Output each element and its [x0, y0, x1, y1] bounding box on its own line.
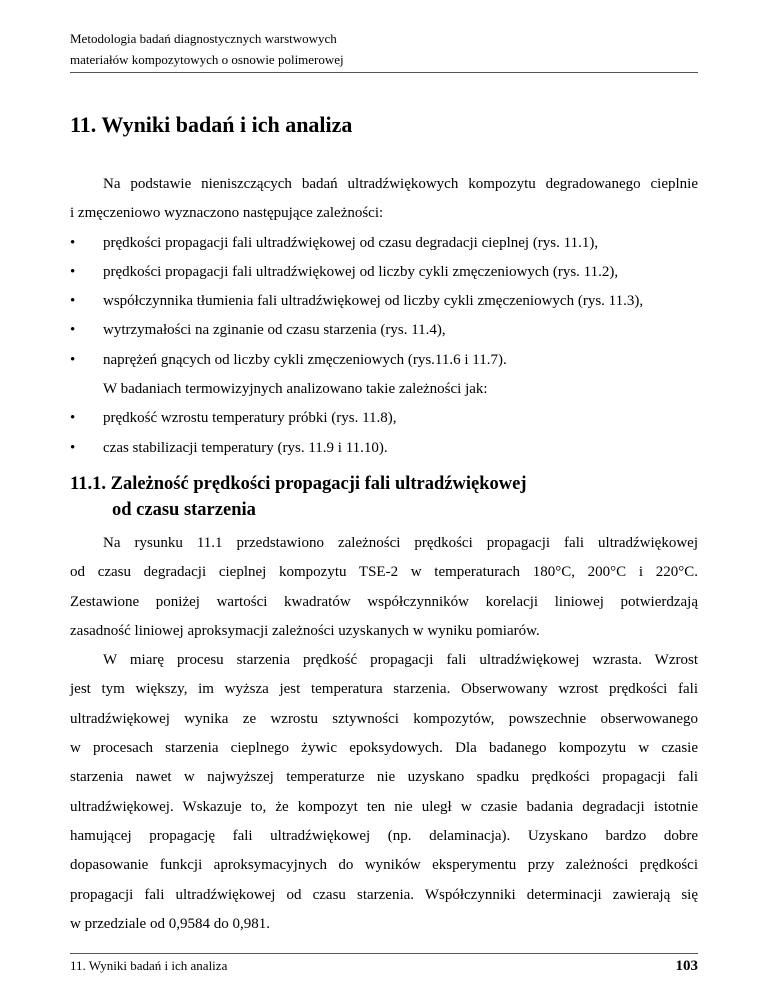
paragraph-line: Zestawione poniżej wartości kwadratów współczynników korelacji liniowej potwierdzają	[70, 593, 698, 610]
bullet-icon: •	[70, 439, 76, 456]
bullet-text: współczynnika tłumienia fali ultradźwiękowej od liczby cykli zmęczeniowych (rys. 11.3),	[103, 293, 644, 310]
bullet-text: wytrzymałości na zginanie od czasu starzenia (rys. 11.4),	[103, 322, 446, 339]
bullet-text: prędkość wzrostu temperatury próbki (rys. 11.8),	[103, 410, 397, 427]
footer-chapter: 11. Wyniki badań i ich analiza	[70, 958, 228, 973]
bullet-icon: •	[70, 293, 76, 310]
paragraph-line: starzenia nawet w najwyższej temperaturze nie uzyskano spadku prędkości propagacji fali	[70, 769, 698, 786]
bullet-item	[70, 316, 698, 345]
bullet-text: naprężeń gnących od liczby cykli zmęczeniowych (rys.11.6 i 11.7).	[103, 351, 507, 368]
paragraph-line: w procesach starzenia cieplnego żywic epoksydowych. Dla badanego kompozytu w czasie	[70, 740, 698, 757]
bullet-item	[70, 404, 698, 433]
paragraph-line: Na rysunku 11.1 przedstawiono zależności prędkości propagacji fali ultradźwiękowej	[103, 535, 698, 551]
bullet-item	[70, 258, 698, 287]
paragraph-line: W badaniach termowizyjnych analizowano takie zależności jak:	[103, 381, 488, 398]
chapter-title: 11. Wyniki badań i ich analiza	[70, 112, 353, 137]
paragraph-line: w przedziale od 0,9584 do 0,981.	[70, 915, 270, 932]
paragraph-line: Na podstawie nieniszczących badań ultradźwiękowych kompozytu degradowanego cieplnie	[103, 176, 698, 192]
bullet-item	[70, 229, 698, 258]
section-title-line: 11.1. Zależność prędkości propagacji fali ultradźwiękowej	[70, 474, 527, 494]
paragraph-line: hamującej propagację fali ultradźwiękowej (np. delaminacja). Uzyskano bardzo dobre	[70, 827, 698, 844]
paragraph-line: propagacji fali ultradźwiękowej od czasu starzenia. Współczynniki determinacji zawierają się	[70, 886, 698, 903]
intro-section	[70, 170, 698, 463]
paragraph-line: i zmęczeniowo wyznaczono następujące zależności:	[70, 205, 384, 222]
paragraph	[70, 529, 698, 646]
page-number: 103	[675, 958, 698, 974]
paragraph-line: dopasowanie funkcji aproksymacyjnych do wyników eksperymentu przy zależności prędkości	[70, 857, 698, 874]
header-line: materiałów kompozytowych o osnowie polimerowej	[70, 52, 344, 67]
bullet-item	[70, 434, 698, 463]
header-line: Metodologia badań diagnostycznych warstwowych	[70, 31, 337, 46]
bullet-icon: •	[70, 410, 76, 427]
bullet-item	[70, 287, 698, 316]
paragraph	[70, 646, 698, 939]
bullet-text: prędkości propagacji fali ultradźwiękowej od czasu degradacji cieplnej (rys. 11.1),	[103, 234, 599, 251]
bullet-icon: •	[70, 351, 76, 368]
section-title-line: od czasu starzenia	[112, 500, 256, 520]
paragraph-line: W miarę procesu starzenia prędkość propagacji fali ultradźwiękowej wzrasta. Wzrost	[103, 652, 698, 669]
page-footer	[70, 953, 698, 975]
paragraph-line: od czasu degradacji cieplnej kompozytu TSE-2 w temperaturach 180°C, 200°C i 220°C.	[70, 564, 698, 581]
bullet-icon: •	[70, 263, 76, 280]
paragraph-line: zasadność liniowej aproksymacji zależności uzyskanych w wyniku pomiarów.	[70, 622, 540, 639]
bullet-icon: •	[70, 234, 76, 251]
body-text	[70, 529, 698, 939]
bullet-text: czas stabilizacji temperatury (rys. 11.9 i 11.10).	[103, 439, 388, 456]
bullet-item	[70, 346, 698, 375]
running-header	[70, 28, 698, 73]
paragraph-line: jest tym większy, im wyższa jest temperatura starzenia. Obserwowany wzrost prędkości fali	[70, 681, 698, 698]
bullet-icon: •	[70, 322, 76, 339]
paragraph-line: ultradźwiękowej. Wskazuje to, że kompozyt ten nie uległ w czasie badania degradacji istotnie	[70, 798, 698, 815]
paragraph-line: ultradźwiękowej wynika ze wzrostu sztywności kompozytów, powszechnie obserwowanego	[70, 710, 698, 727]
bullet-text: prędkości propagacji fali ultradźwiękowej od liczby cykli zmęczeniowych (rys. 11.2),	[103, 263, 619, 280]
section-title	[70, 471, 526, 523]
